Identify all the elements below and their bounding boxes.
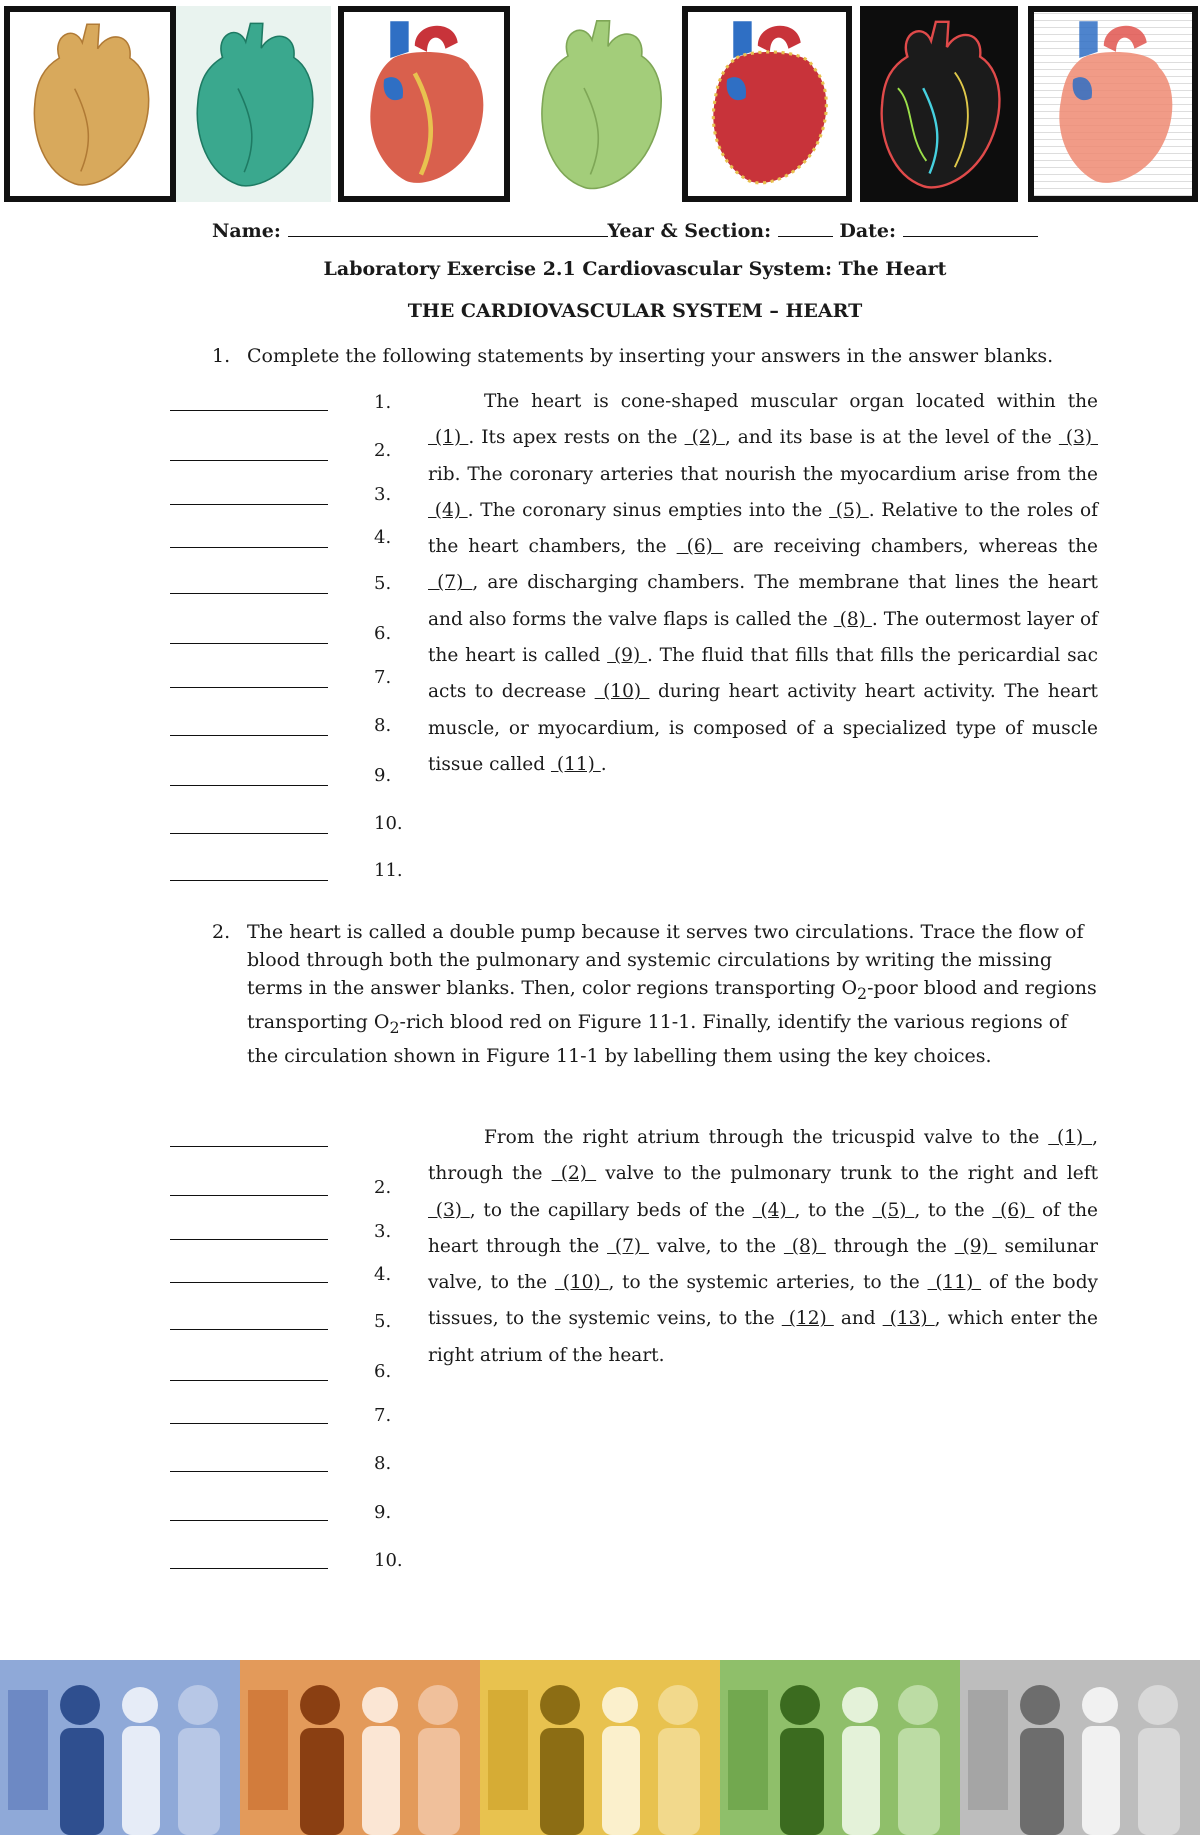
- q2-text-run: semilunar valve, to the: [428, 1235, 1098, 1294]
- student-info-line: [212, 218, 1038, 242]
- blank-ref-7: (7): [428, 572, 473, 594]
- q1-text-run: during heart activity heart activity. The heart muscle, or myocardium, is composed of a specialized type of muscle tissue called: [428, 681, 1098, 775]
- q2-text-run: valve to the pulmonary trunk to the right and left: [596, 1163, 1098, 1185]
- year-section-label: Year & Section:: [607, 220, 772, 242]
- heart-illustration-pixel: [1028, 6, 1198, 202]
- q2-answer-blank[interactable]: [170, 1380, 328, 1381]
- blank-ref-2: (2): [684, 427, 725, 449]
- q2-text-run: of the heart through the: [428, 1199, 1099, 1257]
- q2-answer-blank[interactable]: [170, 1471, 328, 1472]
- q2-text-run: The heart is called a double pump because it serves two circulations. Trace the flow of blood through both the pulmonary and systemic circulations by writing the missing terms in the answer blanks. Then, color regions transporting O: [247, 921, 1084, 999]
- q1-answer-blank[interactable]: [170, 460, 328, 461]
- q1-text-run: . The coronary sinus empties into the: [467, 499, 830, 521]
- anatomy-figures-yellow: [480, 1660, 720, 1835]
- q2-text-run: , to the capillary beds of the: [469, 1199, 753, 1221]
- section-title: THE CARDIOVASCULAR SYSTEM – HEART: [407, 300, 863, 322]
- q2-answer-blank[interactable]: [170, 1282, 328, 1283]
- blank-ref-13: (13): [882, 1308, 935, 1330]
- q1-answer-blank[interactable]: [170, 504, 328, 505]
- anatomy-figures-green: [720, 1660, 960, 1835]
- name-label: Name:: [212, 220, 281, 242]
- subscript: 2: [389, 1017, 400, 1037]
- q2-answer-blank[interactable]: [170, 1568, 328, 1569]
- q2-text-run: of the body tissues, to the systemic veins, to the: [428, 1272, 1098, 1330]
- question-1-stem: [212, 342, 1067, 370]
- q2-text-run: -poor blood and regions transporting O: [247, 977, 1097, 1033]
- blank-ref-3: (3): [428, 1199, 470, 1221]
- q1-text-run: . Relative to the roles of the heart chambers, the: [428, 499, 1098, 558]
- question-1-text: Complete the following statements by inserting your answers in the answer blanks.: [247, 345, 1054, 367]
- blank-ref-11: (11): [927, 1272, 982, 1294]
- q2-text-run: , through the: [428, 1127, 1098, 1185]
- lab-exercise-title: Laboratory Exercise 2.1 Cardiovascular System: The Heart: [323, 258, 947, 280]
- heart-illustration-teal: [176, 6, 331, 202]
- blank-ref-10: (10): [594, 681, 650, 703]
- q1-blank-number: 8.: [374, 715, 392, 736]
- question-2-stem: [212, 918, 1102, 1070]
- q1-blank-number: 2.: [374, 440, 392, 461]
- q2-blank-number: 2.: [374, 1177, 392, 1198]
- blank-ref-8: (8): [833, 608, 872, 630]
- q1-blank-number: 11.: [374, 860, 403, 881]
- q2-blank-number: 5.: [374, 1311, 392, 1332]
- q1-answer-blank[interactable]: [170, 643, 328, 644]
- q1-blank-number: 6.: [374, 623, 392, 644]
- blank-ref-1: (1): [1048, 1127, 1093, 1148]
- question-2-text: [247, 918, 1102, 1070]
- q2-blank-number: 7.: [374, 1405, 392, 1426]
- date-field[interactable]: [903, 218, 1038, 237]
- q1-text-run: The heart is cone-shaped muscular organ located within the: [484, 391, 1098, 412]
- q2-text-run: , to the: [794, 1199, 873, 1221]
- q1-text-run: . The fluid that fills that fills the pericardial sac acts to decrease: [428, 645, 1098, 703]
- q1-blank-number: 1.: [374, 392, 392, 413]
- blank-ref-1: (1): [428, 427, 469, 449]
- blank-ref-3: (3): [1058, 427, 1098, 449]
- blank-ref-7: (7): [607, 1235, 649, 1257]
- anatomy-figures-blue: [0, 1660, 240, 1835]
- blank-ref-5: (5): [872, 1199, 915, 1221]
- q2-answer-blank[interactable]: [170, 1329, 328, 1330]
- q1-blank-number: 9.: [374, 765, 392, 786]
- subscript: 2: [857, 983, 868, 1003]
- q2-blank-number: 4.: [374, 1264, 392, 1285]
- blank-ref-6: (6): [676, 536, 723, 558]
- q2-text-run: valve, to the: [648, 1235, 784, 1257]
- blank-ref-2: (2): [551, 1163, 597, 1185]
- q2-text-run: , which enter the right atrium of the heart.: [428, 1308, 1098, 1366]
- q1-answer-blank[interactable]: [170, 687, 328, 688]
- blank-ref-10: (10): [554, 1272, 609, 1294]
- question-2-number: 2.: [212, 921, 231, 943]
- anatomy-figures-gray: [960, 1660, 1200, 1835]
- blank-ref-4: (4): [752, 1199, 795, 1221]
- anatomy-figures-orange: [240, 1660, 480, 1835]
- heart-image-banner: [0, 0, 1200, 212]
- heart-illustration-anatomical: [338, 6, 510, 202]
- q1-text-run: . The outermost layer of the heart is called: [428, 608, 1099, 667]
- q1-answer-blank[interactable]: [170, 410, 328, 411]
- year-section-field[interactable]: [778, 218, 833, 237]
- q1-answer-blank[interactable]: [170, 785, 328, 786]
- q1-answer-blank[interactable]: [170, 593, 328, 594]
- heart-illustration-neon: [860, 6, 1018, 202]
- q2-paragraph: [428, 1120, 1098, 1374]
- question-1-number: 1.: [212, 345, 231, 367]
- q2-text-run: From the right atrium through the tricuspid valve to the: [484, 1127, 1049, 1148]
- q1-text-run: .: [600, 753, 607, 775]
- q1-text-run: rib. The coronary arteries that nourish the myocardium arise from the: [428, 463, 1098, 485]
- q1-text-run: , and its base is at the level of the: [724, 427, 1059, 449]
- q1-text-run: , are discharging chambers. The membrane that lines the heart and also forms the valve flaps is called the: [428, 572, 1098, 630]
- q1-blank-number: 7.: [374, 667, 392, 688]
- q2-text-run: , to the systemic arteries, to the: [608, 1272, 928, 1294]
- q1-blank-number: 10.: [374, 813, 403, 834]
- q2-blank-number: 10.: [374, 1550, 403, 1571]
- name-field[interactable]: [288, 218, 608, 237]
- heart-illustration-green: [520, 6, 680, 202]
- q1-paragraph: [428, 384, 1098, 783]
- blank-ref-11: (11): [550, 753, 601, 775]
- q1-answer-blank[interactable]: [170, 880, 328, 881]
- heart-illustration-tan: [4, 6, 176, 202]
- q2-answer-blank[interactable]: [170, 1146, 328, 1147]
- blank-ref-9: (9): [607, 645, 647, 667]
- q1-blank-number: 3.: [374, 484, 392, 505]
- q1-answer-blank[interactable]: [170, 735, 328, 736]
- q2-blank-number: 6.: [374, 1361, 392, 1382]
- date-label: Date:: [839, 220, 897, 242]
- q1-answer-blank[interactable]: [170, 547, 328, 548]
- blank-ref-12: (12): [781, 1308, 834, 1330]
- q2-blank-number: 8.: [374, 1453, 392, 1474]
- q1-blank-number: 4.: [374, 527, 392, 548]
- q1-blank-number: 5.: [374, 573, 392, 594]
- blank-ref-4: (4): [428, 499, 468, 521]
- q2-answer-blank[interactable]: [170, 1239, 328, 1240]
- blank-ref-5: (5): [829, 499, 869, 521]
- anatomy-image-footer: [0, 1660, 1200, 1835]
- heart-illustration-mosaic: [682, 6, 852, 202]
- q1-answer-blank[interactable]: [170, 833, 328, 834]
- blank-ref-6: (6): [992, 1199, 1035, 1221]
- q2-answer-blank[interactable]: [170, 1195, 328, 1196]
- q2-answer-blank[interactable]: [170, 1520, 328, 1521]
- q1-text-run: are receiving chambers, whereas the: [722, 536, 1098, 558]
- blank-ref-8: (8): [783, 1235, 826, 1257]
- q2-answer-blank[interactable]: [170, 1423, 328, 1424]
- q2-text-run: and: [833, 1308, 883, 1330]
- q2-text-run: -rich blood red on Figure 11-1. Finally, identify the various regions of the circulation shown in Figure 11-1 by labelling them using the key choices.: [247, 1010, 1068, 1067]
- q2-text-run: , to the: [914, 1199, 993, 1221]
- blank-ref-9: (9): [954, 1235, 997, 1257]
- q2-blank-number: 3.: [374, 1221, 392, 1242]
- q2-blank-number: 9.: [374, 1502, 392, 1523]
- q1-text-run: . Its apex rests on the: [468, 427, 685, 449]
- q2-text-run: through the: [825, 1235, 955, 1257]
